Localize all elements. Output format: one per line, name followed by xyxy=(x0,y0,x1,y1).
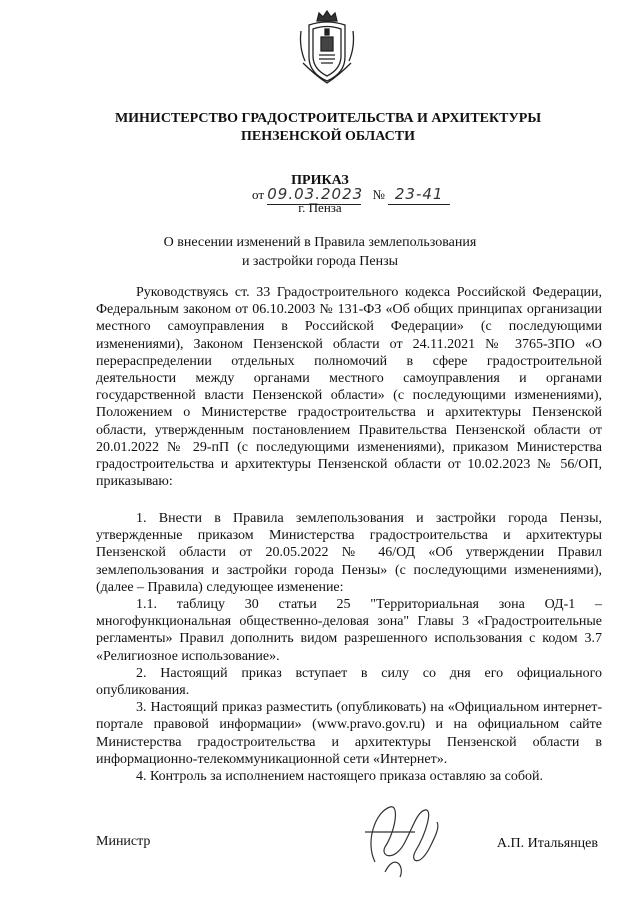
city-label: г. Пенза xyxy=(298,200,342,215)
signer-position: Министр xyxy=(96,834,151,849)
document-subject xyxy=(100,233,540,271)
preamble-text: Руководствуясь ст. 33 Градостроительного кодекса Российской Федерации, Федеральным законом от 06.10.2003 № 131-ФЗ «Об общих принципах организации местного самоуправления в Российской Федерации» (с последующими изменениями), Законом Пензенской области от 24.11.2021 № 3765-ЗПО «О перераспределении отдельных полномочий в сфере градостроительной деятельности между органами местного самоуправления и органами государственной власти Пензенской области» (с последующими изменениями), Положением о Министерстве градостроительства и архитектуры Пензенской области, утвержденным постановлением Правительства Пензенской области от 20.01.2022 № 29-пП (с последующими изменениями), приказом Министерства градостроительства и архитектуры Пензенской области от 10.02.2023 № 56/ОП, приказываю: xyxy=(96,285,602,490)
subject-line2: и застройки города Пензы xyxy=(241,254,399,269)
ministry-name-line2: ПЕНЗЕНСКОЙ ОБЛАСТИ xyxy=(241,129,415,144)
order-items xyxy=(96,510,602,785)
order-item-2: 2. Настоящий приказ вступает в силу со дня его официального опубликования. xyxy=(96,665,602,699)
handwritten-signature xyxy=(355,792,450,882)
coat-of-arms-icon xyxy=(295,7,359,87)
ministry-header xyxy=(80,110,576,146)
preamble-paragraph xyxy=(96,284,602,490)
order-item-1: 1. Внести в Правила землепользования и застройки города Пензы, утвержденные приказом Министерства градостроительства и архитектуры Пензенской области от 20.05.2022 № 46/ОД «Об утверждении Правил землепользования и застройки города Пензы» (с последующими изменениями), (далее – Правила) следующее изменение: xyxy=(96,511,602,595)
order-number: 23-41 xyxy=(394,185,444,203)
subject-line1: О внесении изменений в Правила землепользования xyxy=(163,235,477,250)
order-item-4: 4. Контроль за исполнением настоящего приказа оставляю за собой. xyxy=(136,769,544,785)
number-prefix: № xyxy=(372,187,385,202)
date-prefix: от xyxy=(252,187,265,202)
order-item-1-1: 1.1. таблицу 30 статьи 25 "Территориальная зона ОД-1 – многофункциональная общественно-деловая зона" Главы 3 «Градостроительные регламенты» Правил дополнить видом разрешенного использования с кодом 3.7 «Религиозное использование». xyxy=(96,597,602,664)
ministry-name-line1: МИНИСТЕРСТВО ГРАДОСТРОИТЕЛЬСТВА И АРХИТЕКТУРЫ xyxy=(114,111,542,126)
signer-name: А.П. Итальянцев xyxy=(496,836,598,851)
document-title: ПРИКАЗ xyxy=(291,173,349,188)
order-item-3: 3. Настоящий приказ разместить (опубликовать) на «Официальном интернет-портале правовой информации» (www.pravo.gov.ru) и на официальном сайте Министерства градостроительства и архитектуры Пензенской области в информационно-телекоммуникационной сети «Интернет». xyxy=(96,700,602,767)
order-date: 09.03.2023 xyxy=(267,185,364,203)
